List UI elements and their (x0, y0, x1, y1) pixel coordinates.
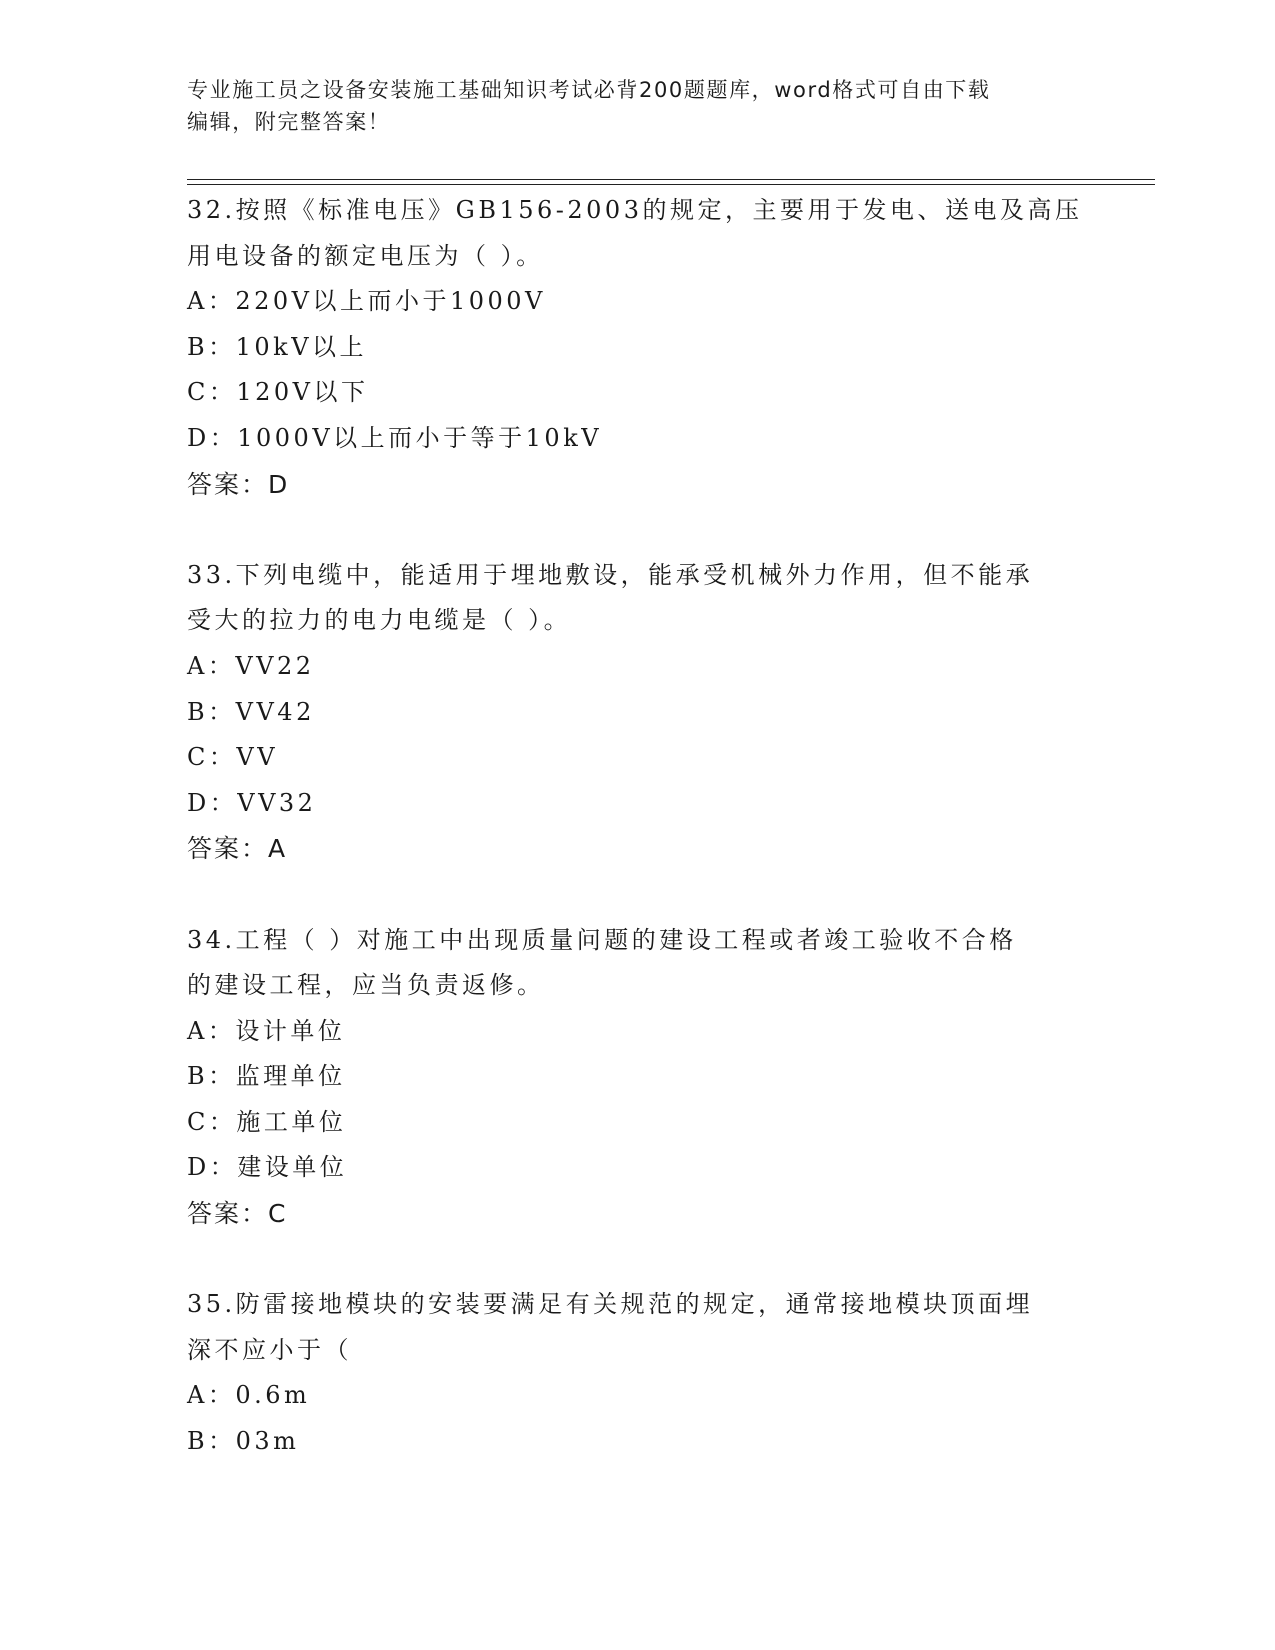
question-list (187, 188, 1147, 1465)
answer-label: 答案：C (187, 1199, 288, 1229)
question-stem: 深不应小于（ (187, 1335, 352, 1364)
option-c: C：120V以下 (187, 378, 369, 407)
question-34 (187, 918, 1147, 1283)
question-33 (187, 553, 1147, 918)
answer-label: 答案：A (187, 834, 288, 864)
answer-label: 答案：D (187, 469, 290, 499)
question-stem: 32.按照《标准电压》GB156-2003的规定，主要用于发电、送电及高压 (187, 196, 1083, 224)
question-spacer (187, 1237, 1147, 1283)
question-stem: 33.下列电缆中，能适用于埋地敷设，能承受机械外力作用，但不能承 (187, 560, 1034, 589)
option-d: D：VV32 (187, 788, 317, 817)
option-b: B：10kV以上 (187, 332, 368, 361)
option-b: B：03m (187, 1427, 300, 1456)
option-c: C：VV (187, 743, 279, 772)
option-a: A：0.6m (187, 1381, 311, 1410)
question-35 (187, 1282, 1147, 1464)
question-stem: 用电设备的额定电压为（ ）。 (187, 241, 544, 270)
option-a: A：220V以上而小于1000V (187, 287, 546, 316)
question-stem: 受大的拉力的电力电缆是（ ）。 (187, 606, 572, 635)
question-stem: 34.工程（ ）对施工中出现质量问题的建设工程或者竣工验收不合格 (187, 925, 1017, 954)
option-a: A：VV22 (187, 651, 315, 680)
question-stem: 35.防雷接地模块的安装要满足有关规范的规定，通常接地模块顶面埋 (187, 1290, 1034, 1319)
question-spacer (187, 507, 1147, 553)
option-d: D：1000V以上而小于等于10kV (187, 423, 603, 452)
header-title-line-2: 编辑，附完整答案！ (187, 110, 391, 134)
option-b: B：VV42 (187, 697, 315, 726)
header-divider-top (187, 179, 1155, 180)
option-d: D：建设单位 (187, 1153, 348, 1182)
option-a: A：设计单位 (187, 1016, 346, 1045)
document-header (187, 74, 1087, 138)
option-b: B：监理单位 (187, 1062, 346, 1091)
header-divider-bottom (187, 184, 1155, 185)
option-c: C：施工单位 (187, 1107, 347, 1136)
header-title-line-1: 专业施工员之设备安装施工基础知识考试必背200题题库，word格式可自由下载 (187, 78, 991, 102)
question-32 (187, 188, 1147, 553)
question-stem: 的建设工程，应当负责返修。 (187, 971, 545, 1000)
question-spacer (187, 872, 1147, 918)
